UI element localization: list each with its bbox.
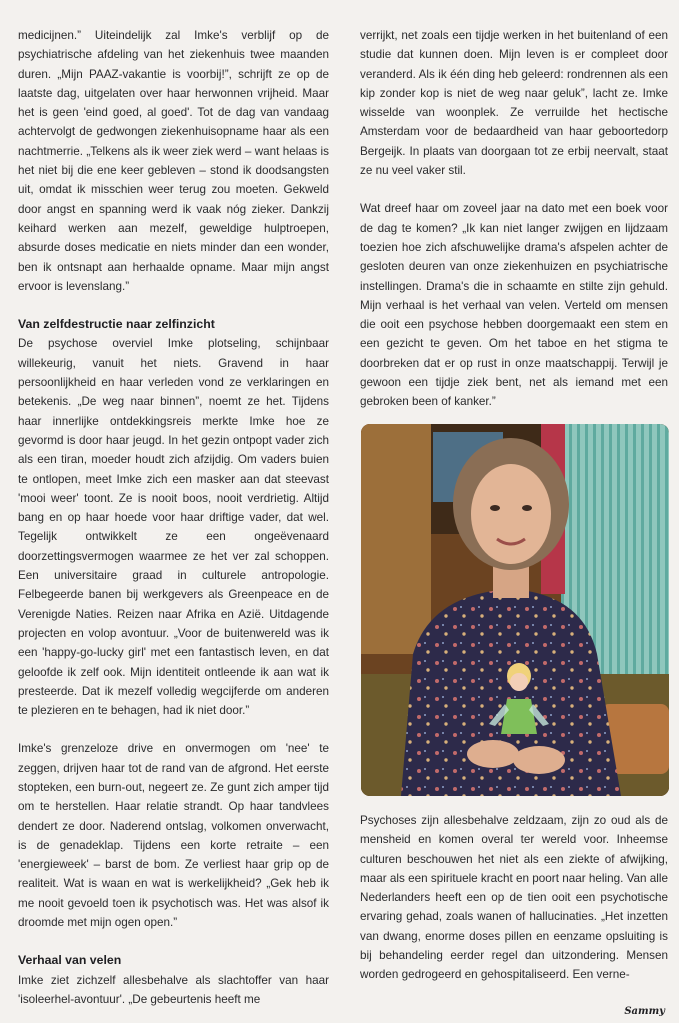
paragraph: Imke's grenzeloze drive en onvermogen om 'nee' te zeggen, drijven haar tot de rand van de afgrond. Het eerste stopteken, een burn-out, negeert ze. Ze gunt zich amper tijd om te herstellen. Haar relatie strandt. Op haar tandvlees dendert ze door. Naderend ontslag, volkomen onverwacht, is de genadeklap. Tijdens een korte retraite – een 'energieweek' – barst de bom. Ze verliest haar grip op de realiteit. Wat is waan en wat is werkelijkheid? „Gek heb ik me nooit gevoeld toen ik psychotisch was. Het was alsof ik droomde met mijn ogen open.” xyxy=(18,742,329,930)
right-column-bottom xyxy=(360,811,668,985)
left-column xyxy=(18,26,329,1009)
paragraph: medicijnen.” Uiteindelijk zal Imke's verblijf op de psychiatrische afdeling van het ziekenhuis twee maanden duren. „Mijn PAAZ-vakantie is voorbij!”, schrijft ze op de laatste dag, uitgelaten over haar herwonnen vrijheid. Maar het is geen 'eind goed, al goed'. Tot de dag van vandaag achtervolgt de gedwongen ziekenhuisopname haar als een nachtmerrie. „Telkens als ik weer ziek werd – want helaas is het niet bij die ene keer gebleven – stond ik doodsangsten uit, omdat ik misschien weer terug zou moeten. Gekweld door angst en spanning werd ik vaak nóg zieker. Dankzij keihard werken aan mezelf, geweldige hulptroepen, absurde doses medicatie en niets minder dan een wonder, ben ik ontsnapt aan herhaalde opname. Maar mijn angst ervoor is levenslang.” xyxy=(18,29,329,293)
portrait-illustration xyxy=(361,424,669,796)
paragraph: De psychose overviel Imke plotseling, schijnbaar willekeurig, vanuit het niets. Gravend in haar persoonlijkheid en haar verleden vond ze verklaringen en betekenis. „De weg naar binnen”, noemt ze het. Tijdens haar innerlijke ontdekkingsreis merkte Imke hoe ze gevormd is door haar jeugd. In het gezin ontpopt vader zich als een tiran, moeder houdt zich afzijdig. Om vaders buien te ontlopen, meet Imke zich een masker aan dat steevast 'mooi weer' toont. Ze is nooit boos, nooit verdrietig. Altijd bang en op haar hoede voor haar driftige vader, dat wel. Tegelijk ontwikkelt ze een ongeëvenaard doorzettingsvermogen waarmee ze het ver zal schoppen. Een universitaire graad in culturele antropologie. Felbegeerde banen bij werkgevers als Greenpeace en de Verenigde Naties. Reizen naar Afrika en Azië. Uitdagende projecten en volop avontuur. „Voor de buitenwereld was ik een 'happy-go-lucky girl' met een fantastisch leven, en dat geloofde ik zelf ook. Mijn identiteit ontleende ik aan wat ik presteerde. Dat ik mezelf volledig wegcijferde om anderen te plezieren en te behagen, had ik niet door.” xyxy=(18,337,329,718)
right-column-top xyxy=(360,26,668,412)
paragraph: Wat dreef haar om zoveel jaar na dato met een boek voor de dag te komen? „Ik kan niet langer zwijgen en lijdzaam toezien hoe zich afschuwelijke drama's afspelen achter de gesloten deuren van onze ziekenhuizen en psychiatrische instellingen. Drama's die in schaamte en stilte zijn gehuld. Mijn verhaal is het verhaal van velen. Verteld om mensen die ooit een psychose hebben doorgemaakt een stem en een gezicht te geven. Om het taboe en het stigma te doorbreken dat er op rust in onze maatschappij. Terwijl je gewoon een tijdje ziek bent, net als iemand met een gebroken been of kanker.” xyxy=(360,202,668,409)
section-heading: Van zelfdestructie naar zelfinzicht xyxy=(18,317,215,332)
section-heading: Verhaal van velen xyxy=(18,953,122,968)
paragraph: Imke ziet zichzelf allesbehalve als slachtoffer van haar 'isoleerhel-avontuur'. „De gebeurtenis heeft me xyxy=(18,973,329,1006)
paragraph: verrijkt, net zoals een tijdje werken in het buitenland of een studie dat kunnen doen. Mijn leven is er compleet door veranderd. Als ik één ding heb geleerd: rondrennen als een kip zonder kop is niet de weg naar geluk”, lacht ze. Imke wisselde van woonplek. Ze verruilde het hectische Amsterdam voor de bedaardheid van haar geboortedorp Bergeijk. In plaats van doorgaan tot ze erbij neervalt, staat ze nu veel vaker stil. xyxy=(360,29,668,178)
paragraph: Psychoses zijn allesbehalve zeldzaam, zijn zo oud als de mensheid en komen overal ter wereld voor. Inheemse culturen beschouwen het niet als een ziekte of afwijking, maar als een spirituele kracht en poort naar heling. Van alle Nederlanders heeft een op de tien ooit een psychotische ervaring gehad, zoals wanen of hallucinaties. „Het inzetten van dwang, enorme doses pillen en eenzame opsluiting is bij behandeling eerder regel dan uitzondering. Mensen worden gedrogeerd en gehospitaliseerd. Een verne- xyxy=(360,814,668,982)
magazine-logo: Sammy xyxy=(624,1006,665,1017)
portrait-photo xyxy=(361,424,669,796)
